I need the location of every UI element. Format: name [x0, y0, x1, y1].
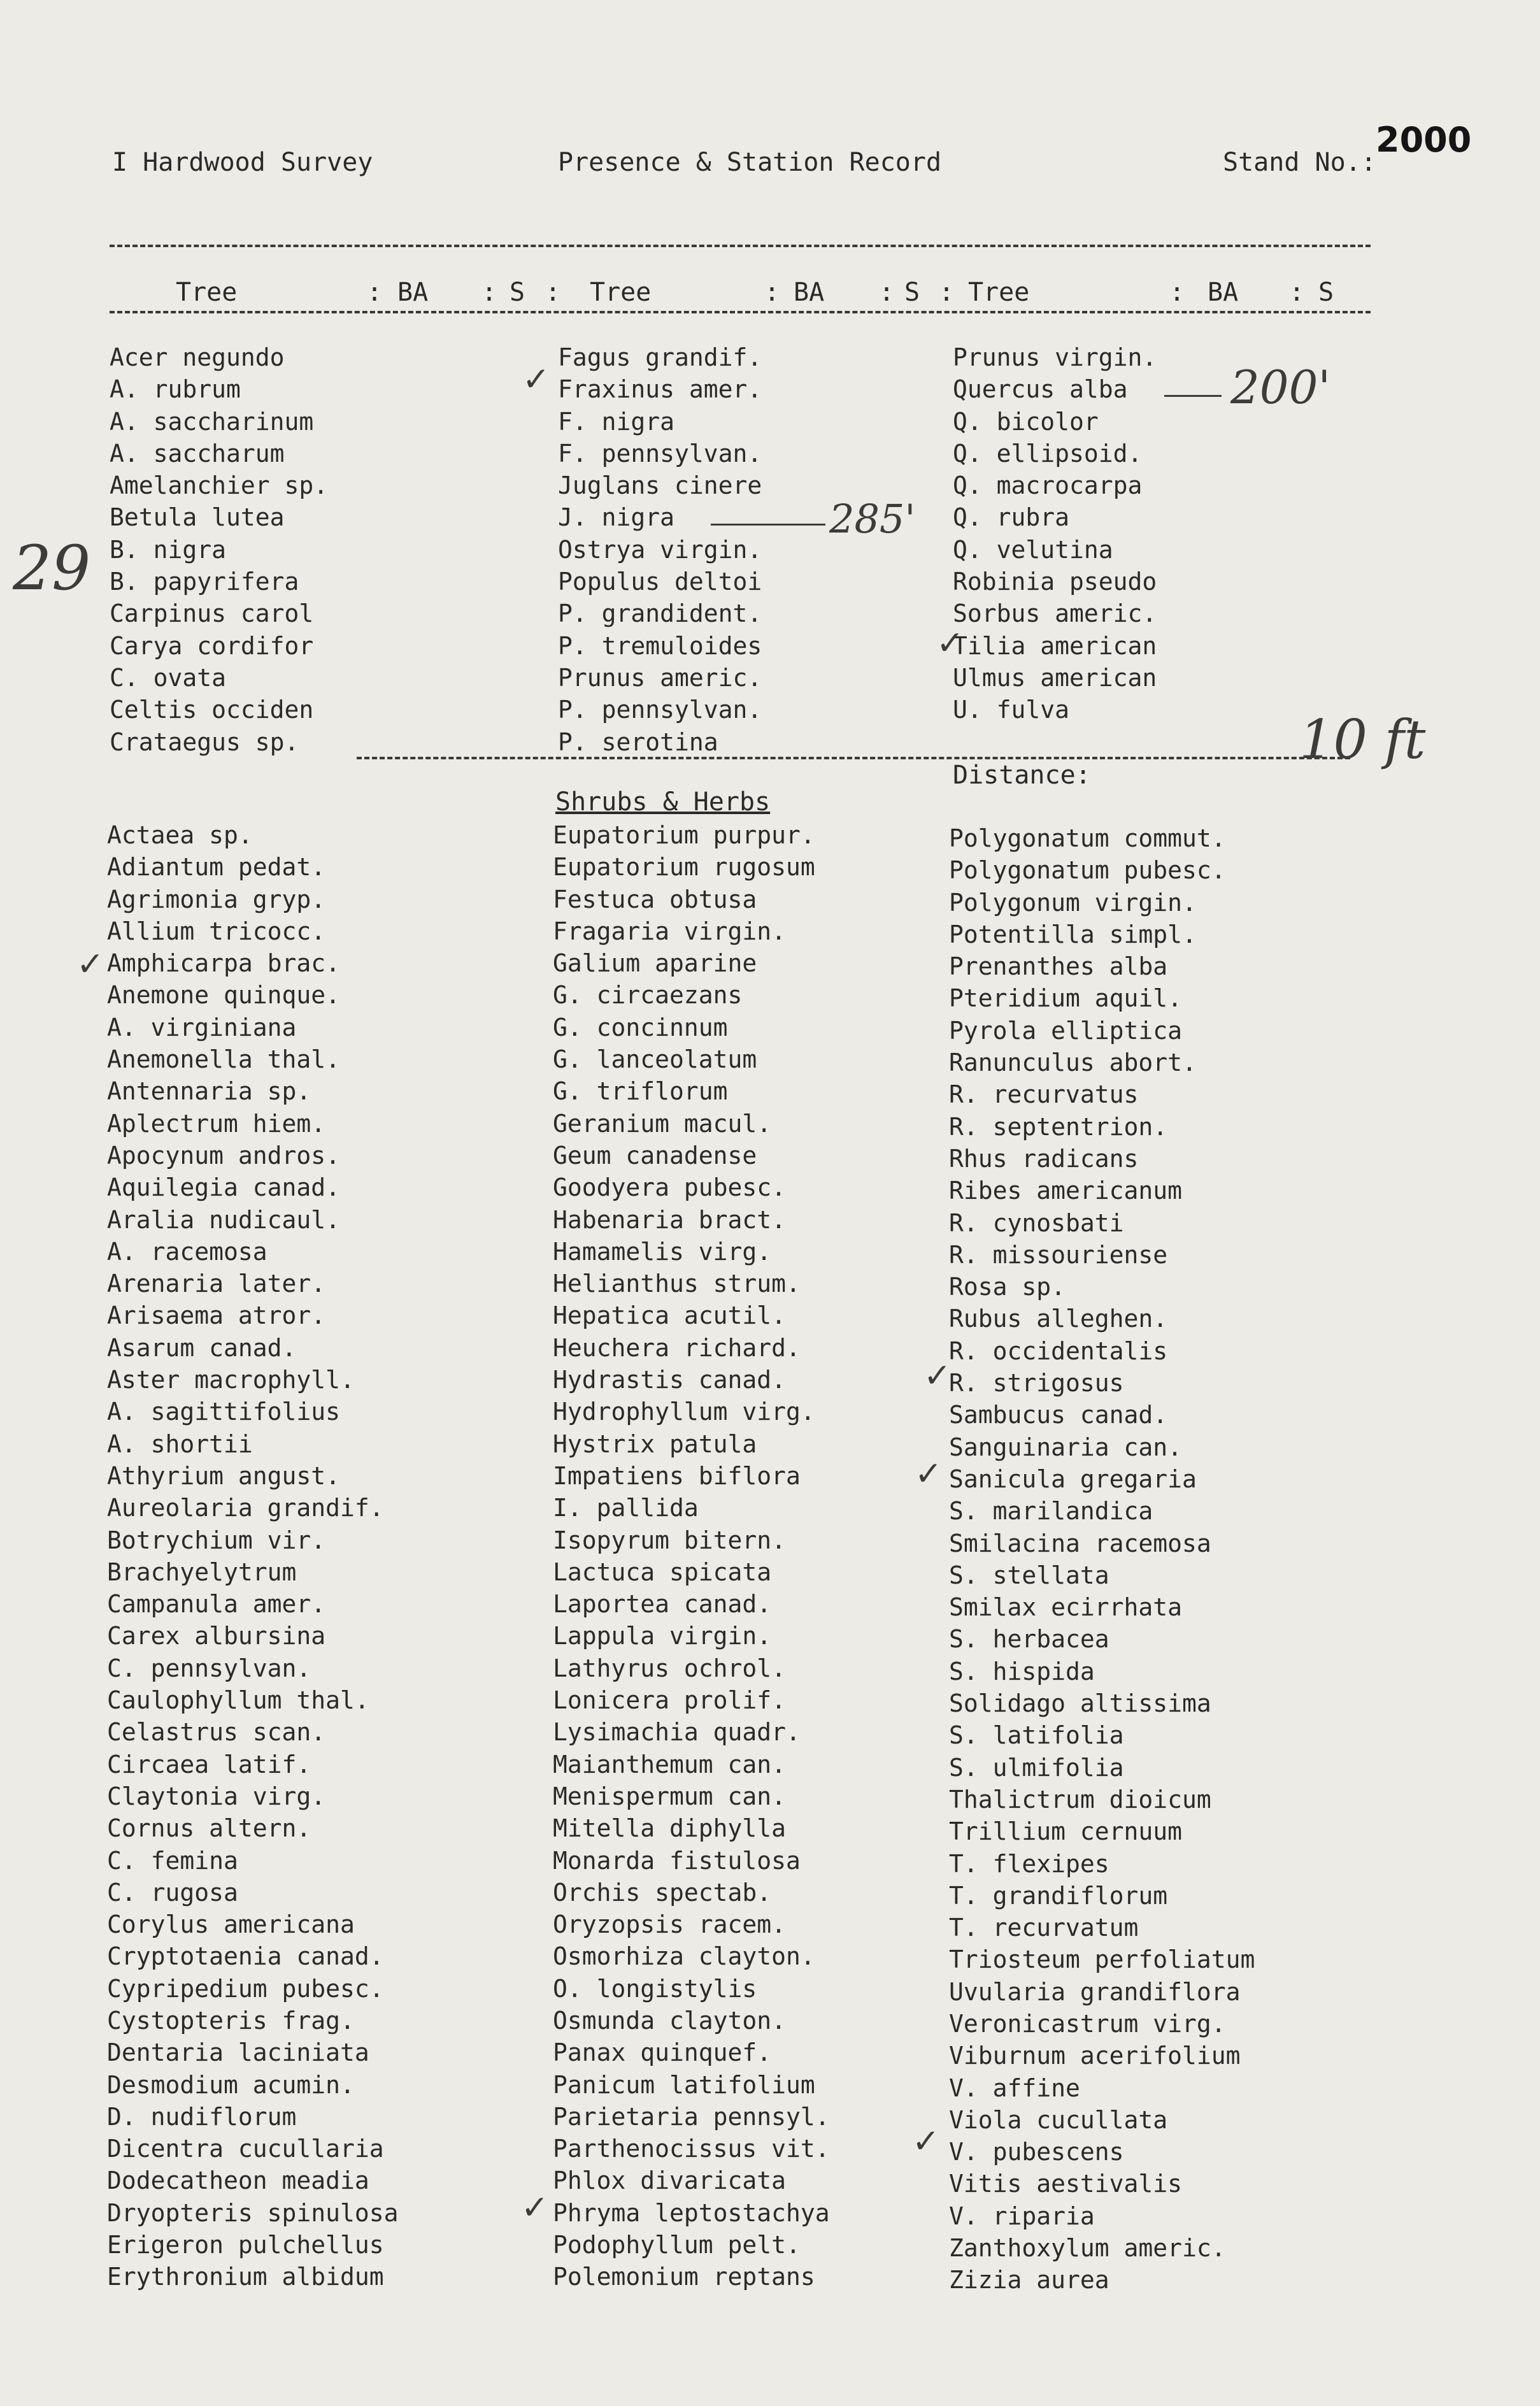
list-item: G. concinnum — [553, 1013, 728, 1042]
list-item: Arenaria later. — [107, 1270, 326, 1298]
list-item: R. recurvatus — [949, 1080, 1139, 1109]
list-item: C. femina — [107, 1846, 238, 1875]
list-item: Phryma leptostachya — [553, 2198, 830, 2227]
list-item: Sanicula gregaria — [949, 1464, 1197, 1493]
list-item: Aquilegia canad. — [107, 1173, 341, 1202]
list-item: Smilacina racemosa — [949, 1529, 1211, 1557]
list-item: Sanguinaria can. — [949, 1433, 1183, 1461]
list-item: Rubus alleghen. — [949, 1305, 1168, 1333]
list-item: Athyrium angust. — [107, 1461, 341, 1490]
list-item: Polemonium reptans — [553, 2263, 815, 2291]
list-item: Eupatorium purpur. — [553, 821, 815, 849]
header-rule-bottom — [110, 311, 1371, 313]
list-item: Rosa sp. — [949, 1273, 1066, 1301]
list-item: S. herbacea — [949, 1625, 1109, 1654]
list-item: Q. rubra — [953, 503, 1070, 532]
list-item: Prenanthes alba — [949, 952, 1168, 981]
list-item: Rhus radicans — [949, 1144, 1139, 1173]
list-item: C. rugosa — [107, 1878, 238, 1907]
list-item: Monarda fistulosa — [553, 1846, 801, 1875]
shrubs-title: Shrubs & Herbs — [555, 787, 771, 817]
list-item: A. sagittifolius — [107, 1398, 341, 1426]
list-item: S. stellata — [949, 1561, 1109, 1589]
list-item: Cystopteris frag. — [107, 2006, 355, 2035]
list-item: Caulophyllum thal. — [107, 1686, 369, 1715]
list-item: Uvularia grandiflora — [949, 1977, 1241, 2006]
list-item: P. tremuloides — [558, 631, 762, 660]
list-item: Desmodium acumin. — [107, 2070, 355, 2099]
header-rule-top — [110, 245, 1371, 247]
stand-number-stamp: 2000 — [1376, 120, 1472, 160]
list-item: Habenaria bract. — [553, 1205, 787, 1234]
list-item: Cornus altern. — [107, 1814, 311, 1843]
list-item: A. virginiana — [107, 1013, 297, 1042]
list-item: Fragaria virgin. — [553, 917, 787, 945]
survey-title: I Hardwood Survey — [112, 148, 373, 177]
list-item: S. ulmifolia — [949, 1753, 1124, 1782]
list-item: Circaea latif. — [107, 1750, 311, 1779]
col-header-ba-1: BA — [397, 278, 429, 307]
list-item: G. triflorum — [553, 1077, 728, 1106]
list-item: Oryzopsis racem. — [553, 1910, 787, 1939]
quercus-note-leader — [1164, 395, 1222, 397]
list-item: Celastrus scan. — [107, 1718, 326, 1747]
list-item: Hydrophyllum virg. — [553, 1398, 815, 1426]
list-item: Hamamelis virg. — [553, 1237, 772, 1266]
list-item: Allium tricocc. — [107, 917, 326, 945]
list-item: Quercus alba — [953, 375, 1128, 404]
list-item: Polygonatum commut. — [949, 824, 1226, 852]
list-item: G. lanceolatum — [553, 1045, 757, 1074]
list-item: I. pallida — [553, 1494, 699, 1522]
list-item: O. longistylis — [553, 1974, 757, 2003]
list-item: Viola cucullata — [949, 2105, 1168, 2134]
check-mark-icon: ✓ — [521, 2189, 549, 2227]
list-item: Anemonella thal. — [107, 1045, 341, 1074]
list-item: R. cynosbati — [949, 1208, 1124, 1237]
list-item: Geum canadense — [553, 1141, 757, 1170]
col-header-s-3: S — [1318, 278, 1334, 307]
check-mark-icon: ✓ — [923, 1357, 952, 1395]
list-item: Cypripedium pubesc. — [107, 1974, 384, 2003]
record-sheet: I Hardwood Survey Presence & Station Record Stand No.: 2000 Tree : BA : S : Tree : BA : S : Tree : BA : S Acer negundo A. rubrum A. saccharinum A. saccharum Amelanchier sp. Betula lutea B. nigra B. papyrifera Carpinus carol Carya cordifor C. ovata Celtis occiden Crataegus sp. Fagus grandif. Fraxinus amer. F. nigra F. pennsylvan. Juglans cinere J. nigra Ostrya virgin. Populus deltoi P. grandident. P. tremuloides Prunus americ. P. pennsylvan. P. serotina Prunus virgin. Quercus alba Q. bicolor Q. ellipsoid. Q. macrocarpa Q. rubra Q. velutina Robinia pseudo Sorbus americ. Tilia american Ulmus american U. fulva Distance: Shrubs & Herbs Actaea sp. Adiantum pedat. Agrimonia gryp. Allium tricocc. Amphicarpa brac. Anemone quinque. A. virginiana Anemonella thal. Antennaria sp. Aplectrum hiem. Apocynum andros. Aquilegia canad. Aralia nudicaul. A. racemosa Arenaria later. Arisaema atror. Asarum canad. Aster macrophyll. A. sagittifolius A. shortii Athyrium angust. Aureolaria grandif. Botrychium vir. Brachyelytrum Campanula amer. Carex albursina C. pennsylvan. Caulophyllum thal. Celastrus scan. Circaea latif. Claytonia virg. Cornus altern. C. femina C. rugosa Corylus americana Cryptotaenia canad. Cypripedium pubesc. Cystopteris frag. Dentaria laciniata Desmodium acumin. D. nudiflorum Dicentra cucullaria Dodecatheon meadia Dryopteris spinulosa Erigeron pulchellus Erythronium albidum Eupatorium purpur. Eupatorium rugosum Festuca obtusa Fragaria virgin. Galium aparine G. circaezans G. concinnum G. lanceolatum G. triflorum Geranium macul. Geum canadense Goodyera pubesc. Habenaria bract. Hamamelis virg. Helianthus strum. Hepatica acutil. Heuchera richard. Hydrastis canad. Hydrophyllum virg. Hystrix patula Impatiens biflora I. pallida Isopyrum bitern. Lactuca spicata Laportea canad. Lappula virgin. Lathyrus ochrol. Lonicera prolif. Lysimachia quadr. Maianthemum can. Menispermum can. Mitella diphylla Monarda fistulosa Orchis spectab. Oryzopsis racem. Osmorhiza clayton. O. longistylis Osmunda clayton. Panax quinquef. Panicum latifolium Parietaria pennsyl. Parthenocissus vit. Phlox divaricata Phryma leptostachya Podophyllum pelt. Polemonium reptans Polygonatum commut. Polygonatum pubesc. Polygonum virgin. Potentilla simpl. Prenanthes alba Pteridium aquil. Pyrola elliptica Ranunculus abort. R. recurvatus R. septentrion. Rhus radicans Ribes americanum R. cynosbati R. missouriense Rosa sp. Rubus alleghen. R. occidentalis R. strigosus Sambucus canad. Sanguinaria can. Sanicula gregaria S. marilandica Smilacina racemosa S. stellata Smilax ecirrhata S. herbacea S. hispida Solidago altissima S. latifolia S. ulmifolia Thalictrum dioicum Trillium cernuum T. flexipes T. grandiflorum T. recurvatum Triosteum perfoliatum Uvularia grandiflora Veronicastrum virg. Viburnum acerifolium V. affine Viola cucullata V. pubescens Vitis aestivalis V. riparia Zanthoxylum americ. Zizia aurea 29 200' 285' 10 ft ✓ ✓ ✓ ✓ ✓ ✓ ✓ — [0, 0, 1540, 2406]
check-mark-icon: ✓ — [915, 1455, 943, 1493]
list-item: Impatiens biflora — [553, 1461, 801, 1490]
list-item: G. circaezans — [553, 981, 743, 1010]
list-item: Dicentra cucullaria — [107, 2135, 384, 2163]
margin-note-number: 29 — [13, 533, 91, 604]
list-item: Aralia nudicaul. — [107, 1205, 341, 1234]
list-item: Prunus americ. — [558, 663, 762, 692]
shrubs-column-3 — [949, 822, 1255, 2296]
list-item: Carpinus carol — [110, 599, 314, 628]
list-item: Corylus americana — [107, 1910, 355, 1939]
list-item: V. pubescens — [949, 2138, 1124, 2166]
col-header-s-1: S — [510, 278, 525, 307]
list-item: Phlox divaricata — [553, 2166, 787, 2195]
tree-column-1 — [110, 341, 328, 758]
list-item: Lonicera prolif. — [553, 1686, 787, 1715]
col-header-s-2: S — [904, 278, 920, 307]
list-item: Lappula virgin. — [553, 1622, 772, 1651]
tree-column-3 — [953, 341, 1157, 726]
list-item: Viburnum acerifolium — [949, 2042, 1241, 2070]
list-item: Panicum latifolium — [553, 2070, 815, 2099]
nigra-note-leader — [711, 524, 825, 526]
list-item: Hystrix patula — [553, 1429, 757, 1458]
list-item: Veronicastrum virg. — [949, 2009, 1226, 2038]
list-item: Adiantum pedat. — [107, 853, 326, 882]
list-item: Pyrola elliptica — [949, 1016, 1183, 1045]
list-item: Arisaema atror. — [107, 1301, 326, 1330]
list-item: Prunus virgin. — [953, 343, 1157, 371]
list-item: Maianthemum can. — [553, 1750, 787, 1779]
list-item: C. ovata — [110, 663, 227, 692]
list-item: R. septentrion. — [949, 1112, 1168, 1141]
list-item: A. rubrum — [110, 375, 241, 404]
list-item: Parthenocissus vit. — [553, 2135, 830, 2163]
trees-end-rule — [357, 757, 1350, 759]
check-mark-icon: ✓ — [76, 945, 104, 984]
list-item: Festuca obtusa — [553, 885, 757, 913]
list-item: P. grandident. — [558, 599, 762, 628]
list-item: Brachyelytrum — [107, 1557, 297, 1586]
list-item: F. nigra — [558, 407, 675, 436]
col-header-tree-3: Tree — [968, 278, 1030, 307]
list-item: Helianthus strum. — [553, 1270, 801, 1298]
list-item: Goodyera pubesc. — [553, 1173, 787, 1202]
list-item: Juglans cinere — [558, 471, 762, 500]
list-item: A. saccharum — [110, 439, 285, 468]
list-item: Betula lutea — [110, 503, 285, 532]
list-item: Eupatorium rugosum — [553, 853, 815, 882]
col-header-ba-3: BA — [1208, 278, 1239, 307]
list-item: Ranunculus abort. — [949, 1049, 1197, 1077]
distance-label: Distance: — [953, 761, 1091, 790]
list-item: R. occidentalis — [949, 1336, 1168, 1365]
list-item: Sambucus canad. — [949, 1401, 1168, 1429]
list-item: Podophyllum pelt. — [553, 2231, 801, 2259]
list-item: Potentilla simpl. — [949, 920, 1197, 949]
list-item: Aplectrum hiem. — [107, 1109, 326, 1138]
list-item: Claytonia virg. — [107, 1782, 326, 1810]
col-header-tree-1: Tree — [176, 278, 238, 307]
list-item: Q. macrocarpa — [953, 471, 1143, 500]
list-item: Sorbus americ. — [953, 599, 1157, 628]
list-item: Zizia aurea — [949, 2266, 1109, 2295]
list-item: Campanula amer. — [107, 1590, 326, 1619]
list-item: Erythronium albidum — [107, 2263, 384, 2291]
list-item: A. shortii — [107, 1429, 253, 1458]
list-item: Crataegus sp. — [110, 727, 299, 756]
list-item: U. fulva — [953, 696, 1070, 724]
list-item: Galium aparine — [553, 949, 757, 978]
col-header-ba-2: BA — [794, 278, 825, 307]
list-item: Lactuca spicata — [553, 1557, 772, 1586]
list-item: P. serotina — [558, 727, 718, 756]
list-item: F. pennsylvan. — [558, 439, 762, 468]
list-item: V. riparia — [949, 2202, 1095, 2230]
list-item: Geranium macul. — [553, 1109, 772, 1138]
list-item: Lysimachia quadr. — [553, 1718, 801, 1747]
list-item: Osmunda clayton. — [553, 2006, 787, 2035]
list-item: Panax quinquef. — [553, 2038, 772, 2067]
list-item: Hepatica acutil. — [553, 1301, 787, 1330]
list-item: Tilia american — [953, 631, 1157, 660]
list-item: Vitis aestivalis — [949, 2170, 1183, 2198]
list-item: Fraxinus amer. — [558, 375, 762, 404]
list-item: Dryopteris spinulosa — [107, 2198, 399, 2227]
list-item: B. papyrifera — [110, 568, 299, 596]
list-item: Parietaria pennsyl. — [553, 2102, 830, 2131]
list-item: Populus deltoi — [558, 568, 762, 596]
list-item: Zanthoxylum americ. — [949, 2234, 1226, 2263]
list-item: Osmorhiza clayton. — [553, 1942, 815, 1971]
list-item: Botrychium vir. — [107, 1526, 326, 1554]
list-item: J. nigra — [558, 503, 675, 532]
col-header-tree-2: Tree — [590, 278, 652, 307]
list-item: Dodecatheon meadia — [107, 2166, 369, 2195]
check-mark-icon: ✓ — [522, 361, 550, 399]
list-item: Q. bicolor — [953, 407, 1099, 436]
list-item: V. affine — [949, 2073, 1080, 2102]
list-item: Carya cordifor — [110, 631, 314, 660]
list-item: Amelanchier sp. — [110, 471, 329, 500]
list-item: A. racemosa — [107, 1237, 267, 1266]
list-item: Amphicarpa brac. — [107, 949, 341, 978]
list-item: Triosteum perfoliatum — [949, 1945, 1255, 1974]
list-item: Dentaria laciniata — [107, 2038, 369, 2067]
juglans-nigra-note: 285' — [829, 496, 916, 542]
list-item: Ribes americanum — [949, 1177, 1183, 1205]
list-item: R. missouriense — [949, 1240, 1168, 1269]
list-item: Robinia pseudo — [953, 568, 1157, 596]
list-item: Orchis spectab. — [553, 1878, 772, 1907]
check-mark-icon: ✓ — [912, 2123, 940, 2161]
list-item: Hydrastis canad. — [553, 1366, 787, 1394]
list-item: C. pennsylvan. — [107, 1654, 311, 1682]
list-item: P. pennsylvan. — [558, 696, 762, 724]
list-item: Polygonum virgin. — [949, 888, 1197, 917]
list-item: D. nudiflorum — [107, 2102, 297, 2131]
list-item: Laportea canad. — [553, 1590, 772, 1619]
list-item: Fagus grandif. — [558, 343, 762, 371]
distance-note: 10 ft — [1299, 708, 1426, 771]
list-item: Anemone quinque. — [107, 981, 341, 1010]
list-item: Thalictrum dioicum — [949, 1785, 1211, 1814]
list-item: Solidago altissima — [949, 1689, 1211, 1718]
list-item: R. strigosus — [949, 1369, 1124, 1398]
shrubs-column-1 — [107, 819, 399, 2293]
list-item: Ostrya virgin. — [558, 535, 762, 564]
list-item: Heuchera richard. — [553, 1333, 801, 1362]
list-item: Isopyrum bitern. — [553, 1526, 787, 1554]
list-item: Smilax ecirrhata — [949, 1593, 1183, 1622]
list-item: Actaea sp. — [107, 821, 253, 849]
list-item: T. recurvatum — [949, 1914, 1139, 1942]
list-item: Celtis occiden — [110, 696, 314, 724]
list-item: Apocynum andros. — [107, 1141, 341, 1170]
list-item: Q. velutina — [953, 535, 1113, 564]
list-item: A. saccharinum — [110, 407, 314, 436]
shrubs-column-2 — [553, 819, 830, 2293]
list-item: S. marilandica — [949, 1497, 1153, 1526]
check-mark-icon: ✓ — [936, 624, 964, 662]
stand-label: Stand No.: — [1223, 148, 1376, 177]
list-item: Erigeron pulchellus — [107, 2231, 384, 2259]
list-item: Aureolaria grandif. — [107, 1494, 384, 1522]
list-item: S. latifolia — [949, 1721, 1124, 1750]
tree-column-2 — [558, 341, 762, 758]
list-item: Menispermum can. — [553, 1782, 787, 1810]
list-item: Aster macrophyll. — [107, 1366, 355, 1394]
list-item: Mitella diphylla — [553, 1814, 787, 1843]
list-item: Ulmus american — [953, 663, 1157, 692]
list-item: Cryptotaenia canad. — [107, 1942, 384, 1971]
list-item: S. hispida — [949, 1657, 1095, 1686]
list-item: Polygonatum pubesc. — [949, 856, 1226, 885]
list-item: Q. ellipsoid. — [953, 439, 1143, 468]
list-item: B. nigra — [110, 535, 227, 564]
record-title: Presence & Station Record — [558, 148, 942, 177]
list-item: Acer negundo — [110, 343, 285, 371]
list-item: Trillium cernuum — [949, 1817, 1183, 1846]
list-item: Carex albursina — [107, 1622, 326, 1651]
list-item: Antennaria sp. — [107, 1077, 311, 1106]
list-item: T. grandiflorum — [949, 1881, 1168, 1910]
list-item: Pteridium aquil. — [949, 984, 1183, 1013]
list-item: Lathyrus ochrol. — [553, 1654, 787, 1682]
list-item: Asarum canad. — [107, 1333, 297, 1362]
list-item: T. flexipes — [949, 1849, 1109, 1878]
quercus-alba-note: 200' — [1230, 361, 1331, 414]
list-item: Agrimonia gryp. — [107, 885, 326, 913]
